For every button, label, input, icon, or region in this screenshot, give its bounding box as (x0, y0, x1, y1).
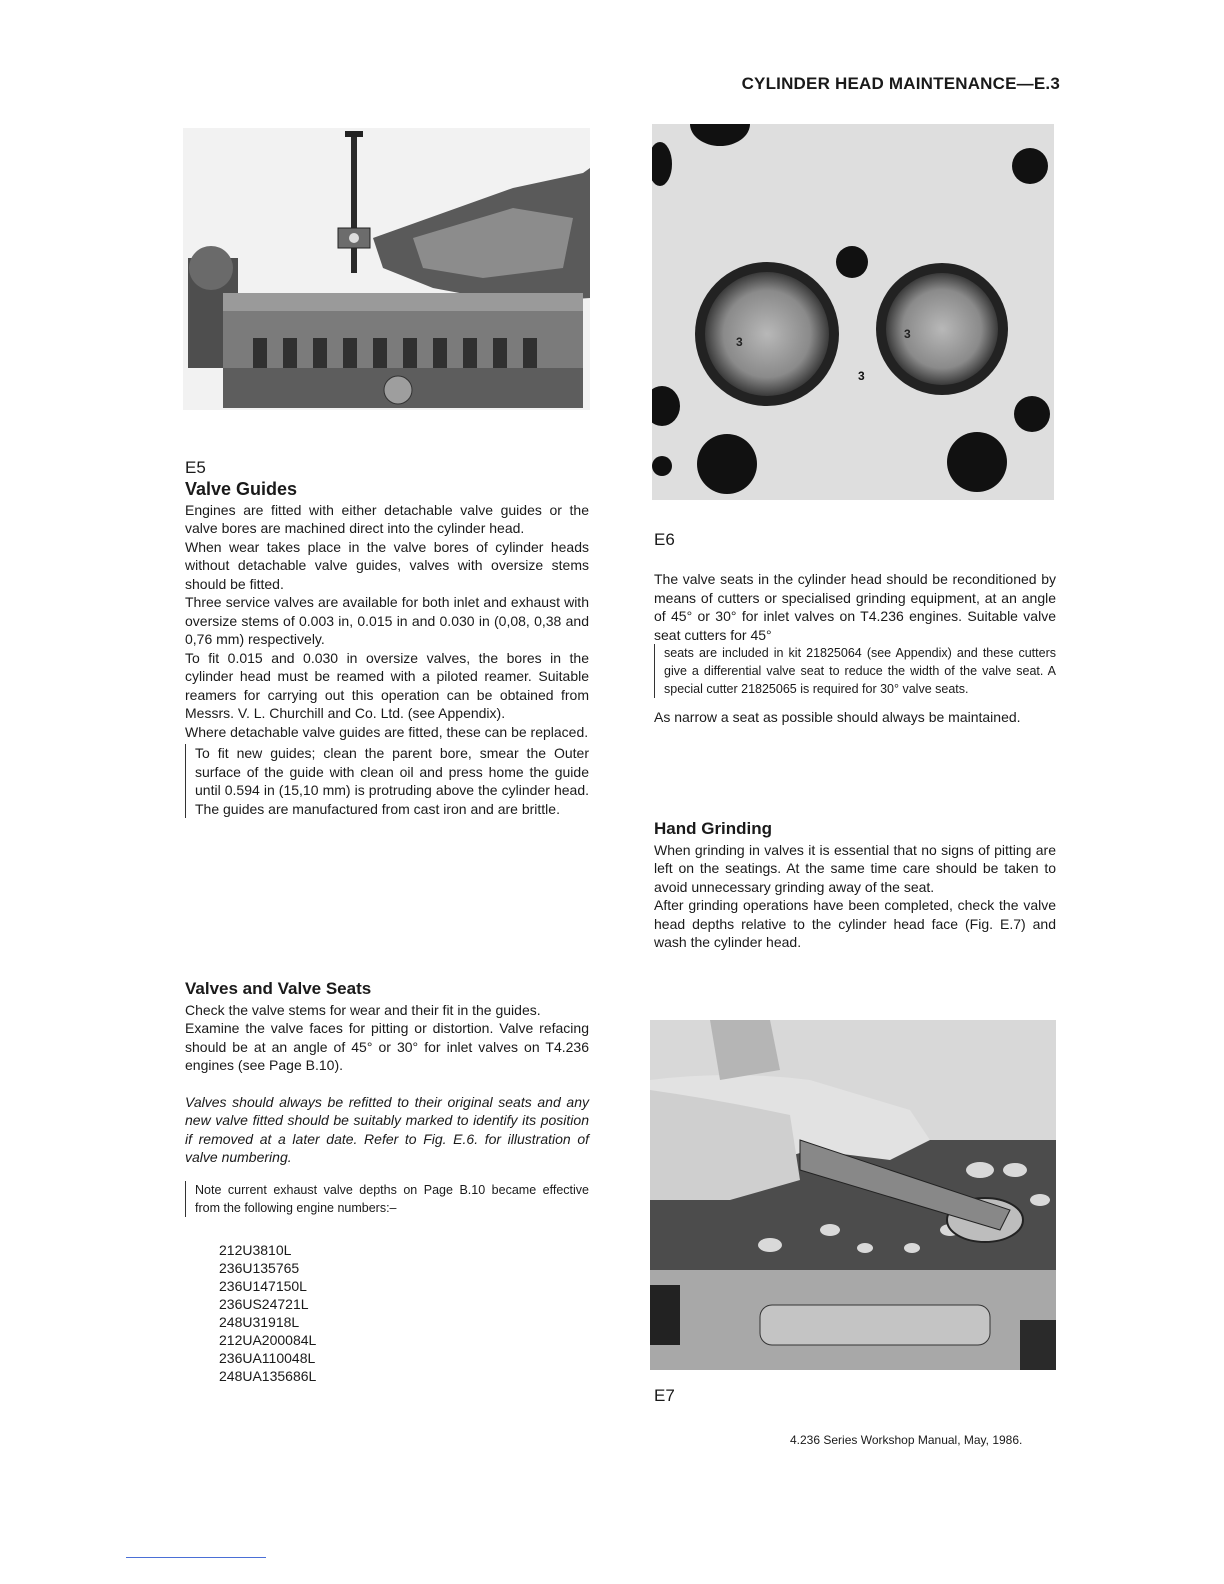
figure-e5-label: E5 (185, 458, 206, 477)
narrow-seat-note: As narrow a seat as possible should always be maintained. (654, 709, 1021, 725)
valve-guides-paragraph: Engines are fitted with either detachable valve guides or the valve bores are machined direct into the cylinder head. (185, 501, 589, 536)
seat-paragraph: The valve seats in the cylinder head should be reconditioned by means of cutters or specialised grinding equipment, at an angle of 45° or 30° for inlet valves on T4.236 engines. Suitable valve seat cutters for 45° (654, 571, 1056, 643)
page-header: CYLINDER HEAD MAINTENANCE—E.3 (741, 74, 1060, 93)
engine-number: 236U147150L (219, 1277, 307, 1294)
figure-e6-label: E6 (654, 530, 675, 549)
figure-e7-label: E7 (654, 1386, 675, 1405)
hand-grinding-paragraph: After grinding operations have been completed, check the valve head depths relative to the cylinder head face (Fig. E.7) and wash the cylinder head. (654, 897, 1056, 950)
valve-guides-paragraph: To fit 0.015 and 0.030 in oversize valves, the bores in the cylinder head must be reamed with a piloted reamer. Suitable reamers for carrying out this operation can be obtained from Messrs. V. L. Churchill and Co. Ltd. (see Appendix). (185, 649, 589, 721)
valve-guides-paragraph: Three service valves are available for both inlet and exhaust with oversize stems of 0.003 in, 0.015 in and 0.030 in (0,08, 0,38 and 0,76 mm) respectively. (185, 594, 589, 647)
link-underline (126, 1557, 266, 1558)
exhaust-depth-note: Note current exhaust valve depths on Page B.10 became effective from the following engine numbers:– (185, 1181, 589, 1217)
valve-seat-reconditioning-section (654, 570, 1056, 727)
figure-e7-image (650, 1020, 1056, 1370)
valve-number: 3 (904, 327, 911, 341)
engine-number: 236US24721L (219, 1295, 309, 1312)
valve-guides-heading: Valve Guides (185, 479, 298, 499)
engine-number: 212UA200084L (219, 1331, 317, 1348)
valve-number: 3 (736, 335, 743, 349)
hand-grinding-heading: Hand Grinding (654, 819, 773, 838)
figure-e6-image (652, 124, 1054, 500)
page-footer: 4.236 Series Workshop Manual, May, 1986. (790, 1433, 1023, 1447)
hand-grinding-paragraph: When grinding in valves it is essential that no signs of pitting are left on the seatings. At the same time care should be taken to avoid unnecessary grinding away of the seat. (654, 841, 1056, 895)
valves-seats-heading: Valves and Valve Seats (185, 979, 372, 998)
engine-number: 236U135765 (219, 1259, 300, 1276)
engine-number-list (219, 1241, 589, 1385)
engine-number: 236UA110048L (219, 1349, 316, 1366)
figure-e5-image (183, 128, 590, 410)
seat-marked-paragraph: seats are included in kit 21825064 (see Appendix) and these cutters give a differential valve seat to reduce the width of the valve seat. A special cutter 21825065 is required for 30° valve seats. (654, 644, 1056, 698)
valve-guides-paragraph: When wear takes place in the valve bores of cylinder heads without detachable valve guides, valves with oversize stems should be fitted. (185, 538, 589, 592)
engine-number: 248U31918L (219, 1313, 300, 1330)
valve-guides-paragraph: Where detachable valve guides are fitted, these can be replaced. (185, 723, 589, 740)
valves-seats-paragraph: Examine the valve faces for pitting or distortion. Valve refacing should be at an angle of 45° or 30° for inlet valves on T4.236 engines (see Page B.10). (185, 1020, 589, 1073)
engine-number: 212U3810L (219, 1241, 292, 1258)
hand-grinding-section (654, 820, 1056, 952)
valve-guides-marked-paragraph: To fit new guides; clean the parent bore, smear the Outer surface of the guide with clean oil and press home the guide until 0.594 in (15,10 mm) is protruding above the cylinder head. The guides are manufactured from cast iron and are brittle. (185, 744, 589, 818)
valve-guides-section (185, 480, 589, 818)
valves-seats-paragraph: Check the valve stems for wear and their fit in the guides. (185, 1001, 541, 1018)
engine-number: 248UA135686L (219, 1367, 317, 1384)
valves-seats-italic-note: Valves should always be refitted to their original seats and any new valve fitted should be suitably marked to identify its position if removed at a later date. Refer to Fig. E.6. for illustration of valve numbering. (185, 1093, 589, 1165)
valves-seats-section (185, 980, 589, 1385)
valve-number: 3 (858, 369, 865, 383)
